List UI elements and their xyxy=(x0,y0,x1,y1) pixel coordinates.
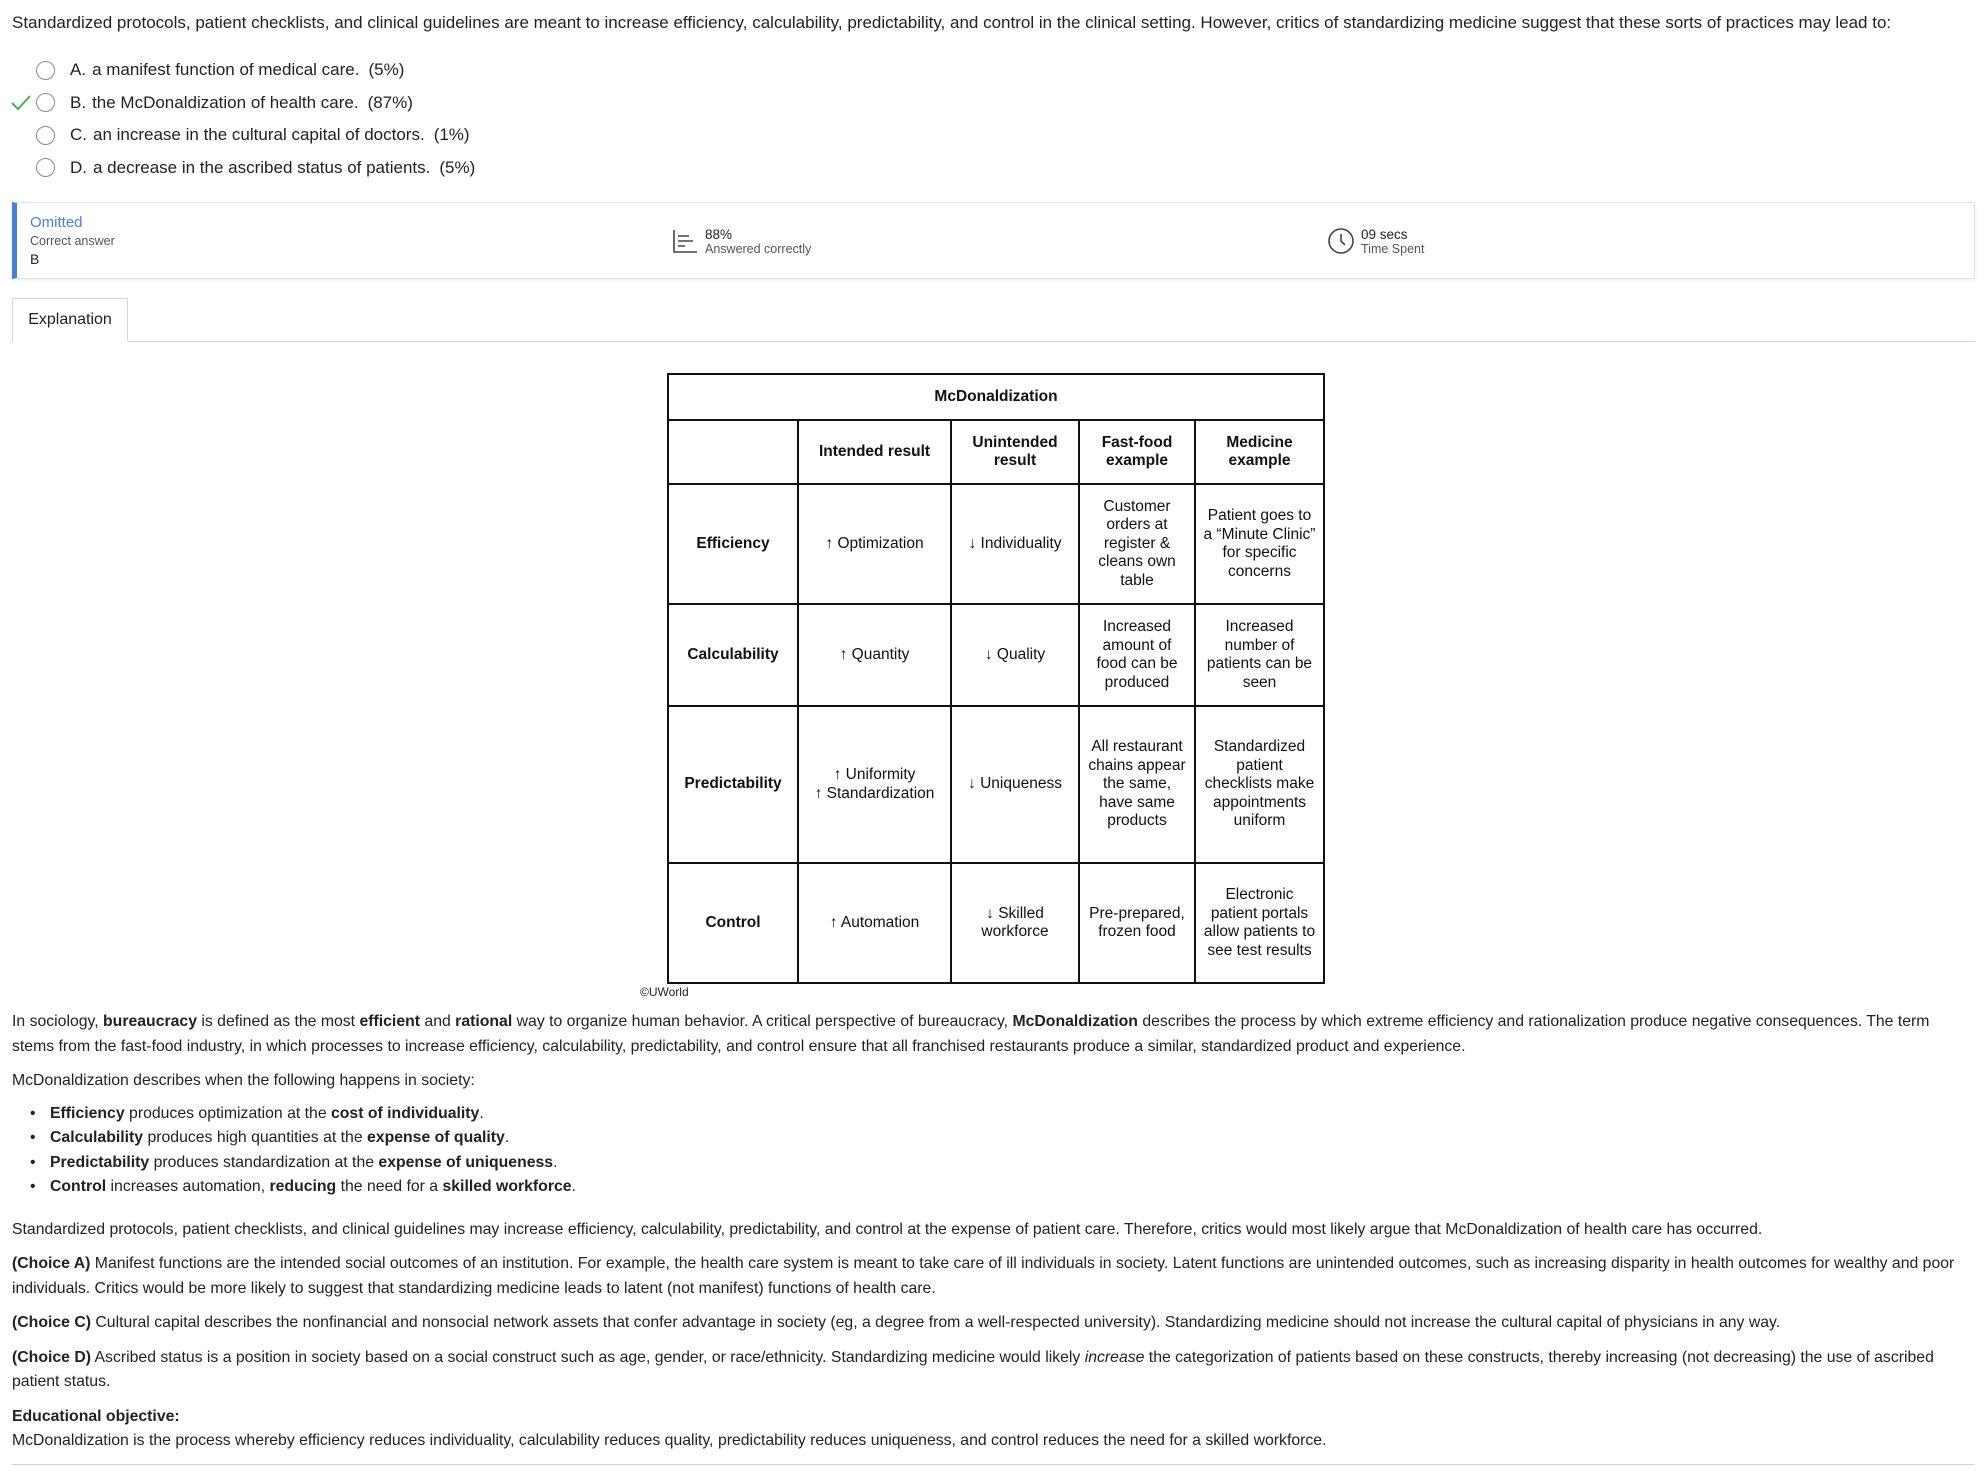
text-run: produces high quantities at the xyxy=(143,1129,368,1146)
table-row xyxy=(668,863,1324,983)
choice-c[interactable] xyxy=(8,119,475,152)
choice-letter: D. xyxy=(70,157,87,177)
fastfood-cell: Increased amount of food can be produced xyxy=(1079,604,1195,706)
medicine-cell: Standardized patient checklists make appointments uniform xyxy=(1195,706,1324,863)
text-run: and xyxy=(420,1013,456,1030)
bold-term: Calculability xyxy=(50,1129,144,1146)
time-spent-stat xyxy=(1327,227,1424,257)
choice-text: a manifest function of medical care. xyxy=(92,60,360,80)
choice-percent: (87%) xyxy=(367,92,413,112)
text-run: . xyxy=(504,1129,510,1146)
text-run: . xyxy=(553,1153,558,1171)
mcdonaldization-table xyxy=(667,373,1325,984)
table-header-row xyxy=(668,420,1324,484)
medicine-cell: Electronic patient portals allow patients to see test results xyxy=(1195,863,1324,983)
clock-icon xyxy=(1327,227,1355,255)
fastfood-cell: Pre-prepared, frozen food xyxy=(1079,863,1195,983)
check-slot xyxy=(8,157,36,179)
intended-cell: ↑ Uniformity ↑ Standardization xyxy=(798,706,951,863)
text-run: produces optimization at the xyxy=(124,1104,331,1122)
text-run: Cultural capital describes the nonfinancial and nonsocial network assets that confer advantage in society (eg, a degree from a well-respected university). Standardizing medicine should not increase the cultural capital of physicians in any way. xyxy=(91,1314,1781,1331)
header-medicine: Medicine example xyxy=(1195,420,1324,484)
table-row xyxy=(668,484,1324,604)
bold-term: reducing xyxy=(269,1178,337,1195)
bold-term: efficient xyxy=(359,1013,421,1030)
check-slot xyxy=(8,92,36,114)
bold-term: rational xyxy=(455,1013,513,1030)
correct-answer-value: B xyxy=(30,251,40,267)
text-run: In sociology, xyxy=(12,1013,104,1030)
time-value: 09 secs xyxy=(1361,227,1408,242)
choice-text: an increase in the cultural capital of doctors. xyxy=(93,125,425,145)
choice-percent: (1%) xyxy=(433,125,470,145)
list-item xyxy=(30,1102,1972,1127)
list-item xyxy=(30,1151,1972,1176)
radio-button-b[interactable] xyxy=(36,93,55,112)
status-label: Omitted xyxy=(30,214,83,231)
text-run: describes the process by which extreme efficiency and rationalization produce negative consequences. The term stems from the fast-food industry, in which processes to increase efficiency, calculability, predictability, and control ensure that all franchised restaurants produce a similar, standardized product and experience. xyxy=(12,1013,1930,1055)
table-row xyxy=(668,706,1324,863)
text-run: . xyxy=(479,1104,484,1122)
choice-letter: A. xyxy=(70,60,87,80)
answer-status xyxy=(30,213,115,269)
bar-chart-icon xyxy=(671,227,699,255)
explanation-paragraph: McDonaldization describes when the following happens in society: xyxy=(12,1072,475,1089)
choice-d[interactable] xyxy=(8,152,475,185)
text-run: produces standardization at the xyxy=(149,1153,379,1171)
unintended-cell: ↓ Individuality xyxy=(951,484,1079,604)
choice-d-explanation xyxy=(12,1346,1972,1395)
check-slot xyxy=(8,59,36,81)
row-label: Efficiency xyxy=(668,484,798,604)
choice-text: the McDonaldization of health care. xyxy=(92,92,359,112)
copyright-notice: ©UWorld xyxy=(640,985,689,999)
header-unintended: Unintended result xyxy=(951,420,1079,484)
row-label: Control xyxy=(668,863,798,983)
choice-letter: C. xyxy=(70,125,87,145)
objective-text: McDonaldization is the process whereby efficiency reduces individuality, calculability reduces quality, predictability reduces uniqueness, and control reduces the need for a skilled workforce. xyxy=(12,1432,1327,1449)
header-blank xyxy=(668,420,798,484)
radio-button-a[interactable] xyxy=(36,61,55,80)
tab-explanation[interactable]: Explanation xyxy=(12,298,128,342)
choice-letter: B. xyxy=(70,92,87,112)
correct-answer-label: Correct answer xyxy=(30,234,115,248)
header-intended: Intended result xyxy=(798,420,951,484)
percent-value: 88% xyxy=(705,227,733,242)
radio-button-c[interactable] xyxy=(36,126,55,145)
explanation-paragraph: Standardized protocols, patient checklists, and clinical guidelines may increase efficiency, calculability, predictability, and control at the expense of patient care. Therefore, critics would most likely argue that McDonaldization of health care has occurred. xyxy=(12,1220,1763,1238)
bold-term: McDonaldization xyxy=(1012,1013,1138,1030)
choice-label: (Choice A) xyxy=(12,1255,91,1272)
choice-c-explanation xyxy=(12,1311,1972,1336)
percent-correct-stat xyxy=(671,227,811,257)
mcdonaldization-list xyxy=(30,1102,1972,1200)
table-row xyxy=(668,604,1324,706)
text-run: Manifest functions are the intended social outcomes of an institution. For example, the health care system is meant to take care of ill individuals in society. Latent functions are unintended outcomes, such as increasing disparity in health outcomes for wealthy and poor individuals. Critics would be more likely to suggest that standardizing medicine leads to latent (not manifest) functions of health care. xyxy=(12,1255,1955,1297)
bold-term: cost of individuality xyxy=(331,1104,480,1122)
medicine-cell: Increased number of patients can be seen xyxy=(1195,604,1324,706)
list-item xyxy=(30,1175,1972,1200)
bold-term: Predictability xyxy=(50,1153,150,1171)
bold-term: bureaucracy xyxy=(103,1013,197,1030)
row-label: Calculability xyxy=(668,604,798,706)
text-run: increases automation, xyxy=(106,1178,270,1195)
tab-bar xyxy=(12,298,1975,342)
bold-term: Efficiency xyxy=(50,1104,125,1122)
question-stem: Standardized protocols, patient checklists, and clinical guidelines are meant to increase efficiency, calculability, predictability, and control in the clinical setting. However, critics of standardizing medicine suggest that these sorts of practices may lead to: xyxy=(12,13,1892,32)
fastfood-cell: All restaurant chains appear the same, have same products xyxy=(1079,706,1195,863)
answer-choices xyxy=(8,54,475,184)
choice-text: a decrease in the ascribed status of patients. xyxy=(93,157,431,177)
correct-check-icon xyxy=(10,93,32,113)
bold-term: expense of uniqueness xyxy=(378,1153,554,1171)
text-run: the categorization of patients based on these constructs, thereby increasing (not decreasing) the use of ascribed patient status. xyxy=(12,1348,1934,1390)
bold-term: Control xyxy=(50,1178,107,1195)
unintended-cell: ↓ Uniqueness xyxy=(951,706,1079,863)
header-fastfood: Fast-food example xyxy=(1079,420,1195,484)
choice-label: (Choice D) xyxy=(12,1348,91,1366)
medicine-cell: Patient goes to a “Minute Clinic” for specific concerns xyxy=(1195,484,1324,604)
text-run: Ascribed status is a position in society based on a social construct such as age, gender, or race/ethnicity. Standardizing medicine would likely xyxy=(91,1348,1085,1366)
result-stats-bar xyxy=(12,202,1975,279)
radio-button-d[interactable] xyxy=(36,158,55,177)
text-run: the need for a xyxy=(336,1178,443,1195)
check-slot xyxy=(8,124,36,146)
text-run: . xyxy=(571,1178,576,1195)
row-label: Predictability xyxy=(668,706,798,863)
intended-cell: ↑ Optimization xyxy=(798,484,951,604)
bottom-divider xyxy=(12,1464,1975,1465)
intended-cell: ↑ Quantity xyxy=(798,604,951,706)
bold-term: skilled workforce xyxy=(442,1178,572,1195)
table-title: McDonaldization xyxy=(668,374,1324,420)
intended-cell: ↑ Automation xyxy=(798,863,951,983)
explanation-body xyxy=(12,1010,1972,1454)
fastfood-cell: Customer orders at register & cleans own table xyxy=(1079,484,1195,604)
choice-a-explanation xyxy=(12,1252,1972,1301)
italic-term: increase xyxy=(1084,1348,1145,1366)
educational-objective xyxy=(12,1405,1972,1454)
unintended-cell: ↓ Skilled workforce xyxy=(951,863,1079,983)
objective-label: Educational objective: xyxy=(12,1407,180,1425)
text-run: is defined as the most xyxy=(197,1013,360,1030)
percent-label: Answered correctly xyxy=(705,242,812,256)
bold-term: expense of quality xyxy=(367,1129,505,1146)
choice-a[interactable] xyxy=(8,54,475,87)
list-item xyxy=(30,1126,1972,1151)
choice-label: (Choice C) xyxy=(12,1314,91,1331)
text-run: way to organize human behavior. A critical perspective of bureaucracy, xyxy=(512,1013,1013,1030)
time-label: Time Spent xyxy=(1361,242,1425,256)
choice-percent: (5%) xyxy=(368,60,405,80)
choice-b[interactable] xyxy=(8,87,475,120)
choice-percent: (5%) xyxy=(439,157,476,177)
explanation-paragraph xyxy=(12,1010,1972,1059)
unintended-cell: ↓ Quality xyxy=(951,604,1079,706)
